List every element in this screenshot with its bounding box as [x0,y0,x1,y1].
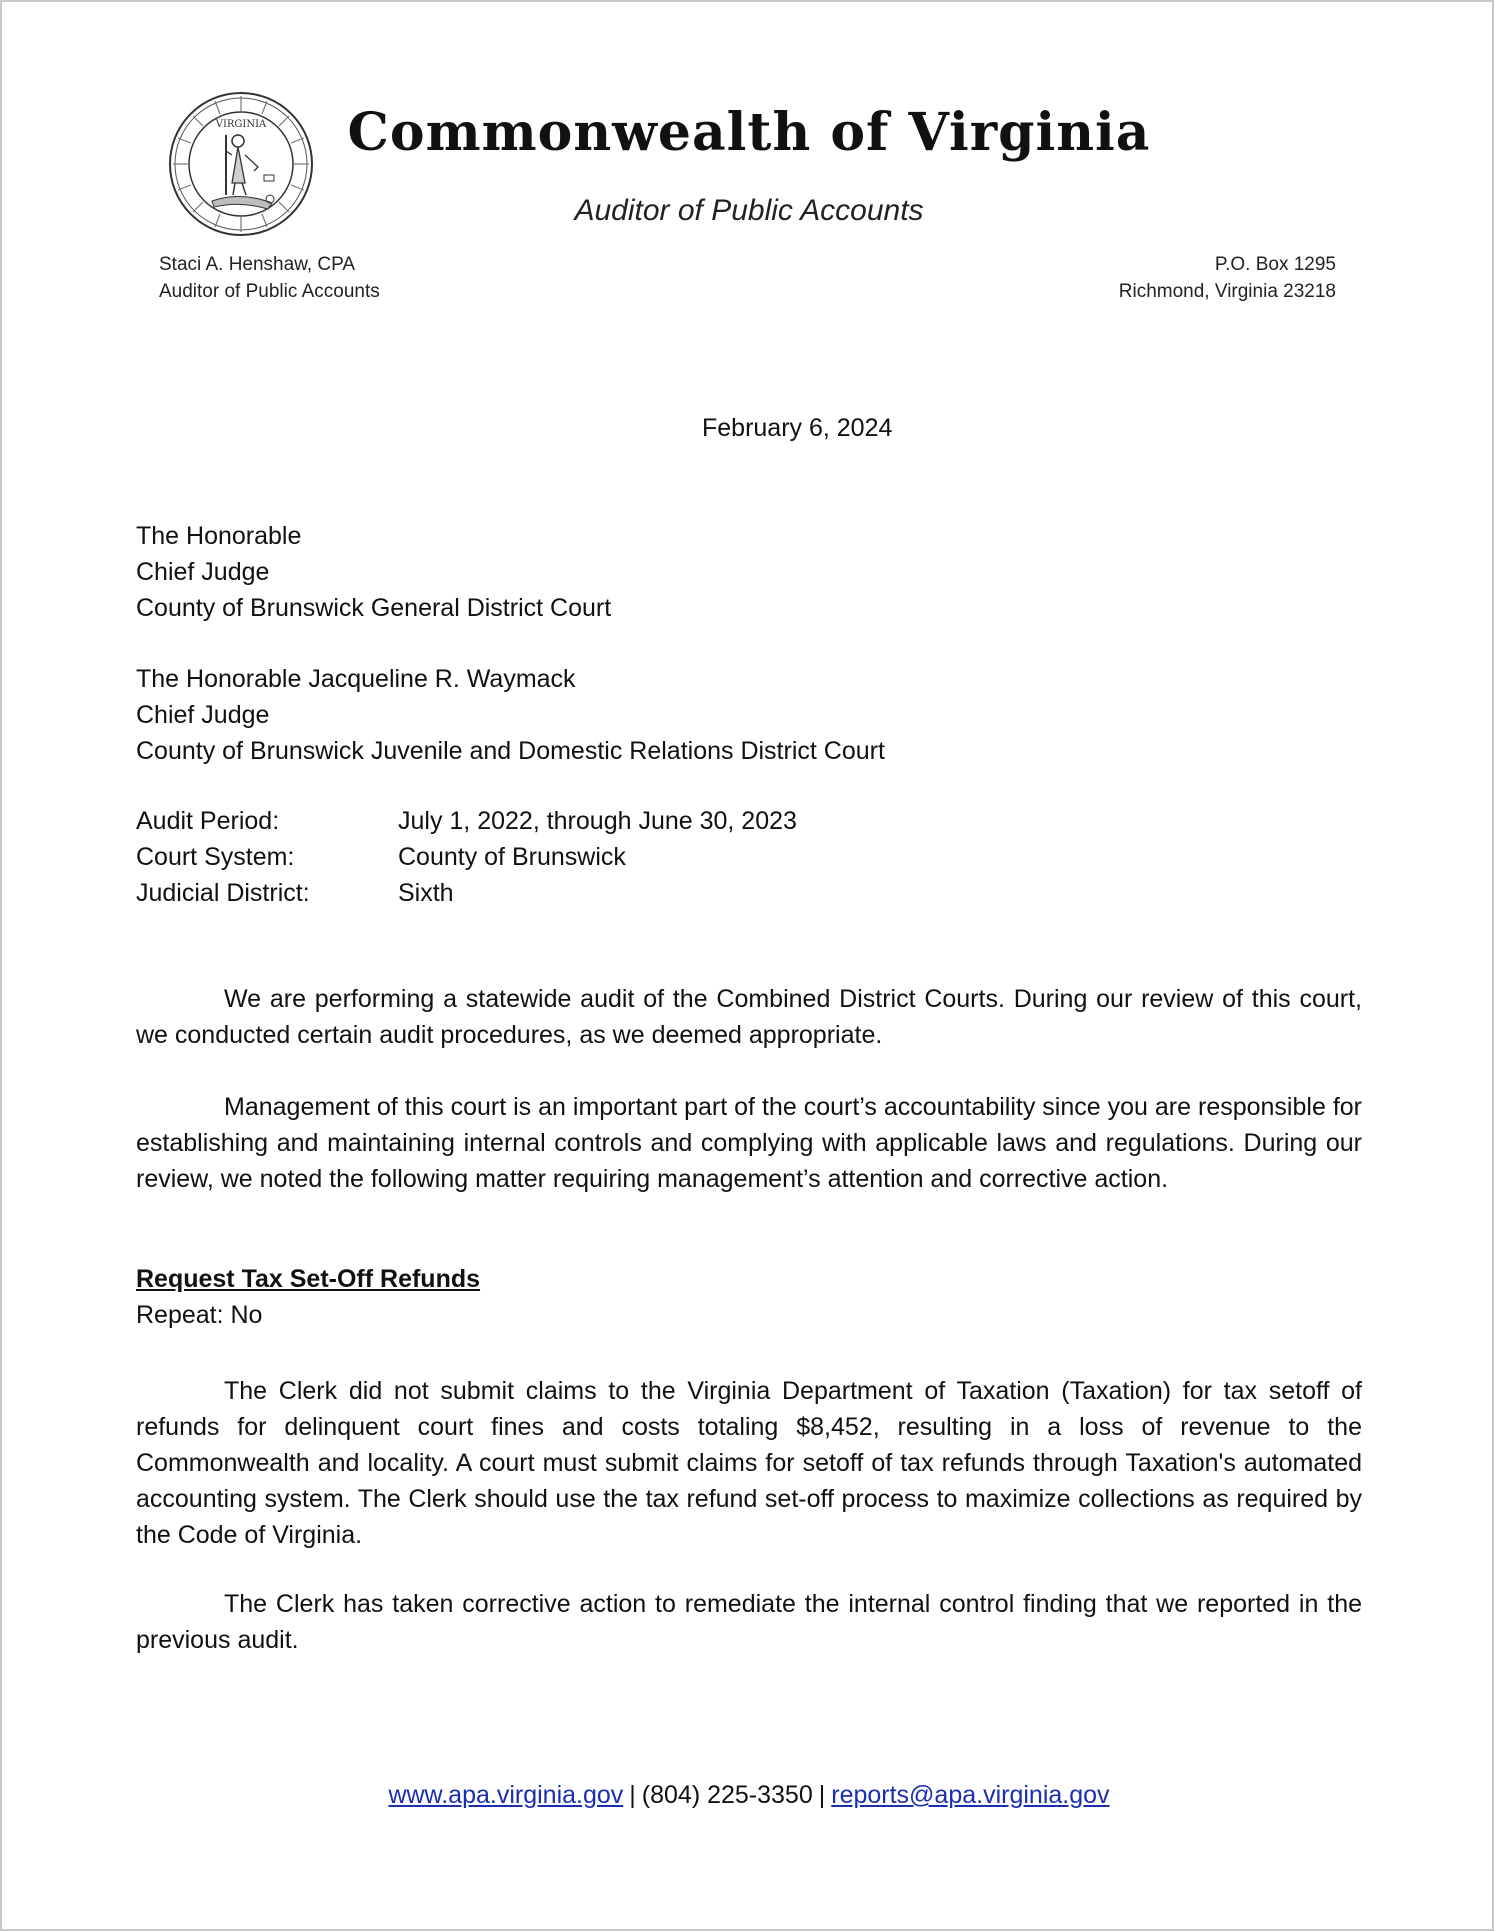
footer-separator: | [818,1781,826,1809]
recipient-line: The Honorable [136,522,302,550]
audit-info-value: Sixth [398,879,454,907]
letter-date: February 6, 2024 [702,414,893,442]
po-box: P.O. Box 1295 [1214,254,1336,275]
body-paragraph: The Clerk has taken corrective action to remediate the internal control finding that we reported in the previous audit. [136,1590,1362,1654]
finding-heading: Request Tax Set-Off Refunds [136,1265,481,1293]
sender-title: Auditor of Public Accounts [159,281,380,302]
recipient-line: Chief Judge [136,701,270,729]
audit-info [136,803,797,911]
audit-info-row [136,803,797,839]
recipient-block [136,661,885,769]
audit-info-label: Audit Period: [136,807,280,835]
virginia-seal-icon [168,91,314,237]
sender-block [159,251,380,305]
audit-info-row [136,875,797,911]
audit-info-value: County of Brunswick [398,843,626,871]
body-paragraph: The Clerk did not submit claims to the Virginia Department of Taxation (Taxation) for tax setoff of refunds for delinquent court fines and costs totaling $8,452, resulting in a loss of revenue to the Commonwealth and locality. A court must submit claims for setoff of tax refunds through Taxation's automated accounting system. The Clerk should use the tax refund set-off process to maximize collections as required by the Code of Virginia. [136,1377,1362,1549]
recipient-line: The Honorable Jacqueline R. Waymack [136,665,576,693]
recipient-line: County of Brunswick Juvenile and Domestic Relations District Court [136,737,885,765]
recipient-block [136,518,611,626]
seal-text: VIRGINIA [215,119,267,130]
footer-separator: | [629,1781,636,1809]
masthead-subtitle: Auditor of Public Accounts [574,194,924,227]
recipient-line: Chief Judge [136,558,270,586]
sender-address [1119,251,1336,305]
email-link[interactable]: reports@apa.virginia.gov [831,1781,1110,1809]
recipient-line: County of Brunswick General District Court [136,594,612,622]
sender-name: Staci A. Henshaw, CPA [159,254,356,275]
body-paragraph: Management of this court is an important part of the court’s accountability since you are responsible for establishing and maintaining internal controls and complying with applicable laws and regulations. During our review, we noted the following matter requiring management’s attention and corrective action. [136,1093,1362,1193]
masthead-title: Commonwealth of Virginia [347,102,1151,163]
audit-info-row [136,839,797,875]
body-paragraph: We are performing a statewide audit of the Combined District Courts. During our review of this court, we conducted certain audit procedures, as we deemed appropriate. [136,985,1362,1049]
footer [2,1781,1494,1810]
website-link[interactable]: www.apa.virginia.gov [388,1781,624,1809]
phone-number: (804) 225-3350 [641,1781,813,1809]
audit-info-label: Court System: [136,843,295,871]
city-state: Richmond, Virginia 23218 [1118,281,1336,302]
finding-repeat: Repeat: No [136,1301,263,1329]
audit-info-value: July 1, 2022, through June 30, 2023 [398,807,797,835]
audit-info-label: Judicial District: [136,879,310,907]
